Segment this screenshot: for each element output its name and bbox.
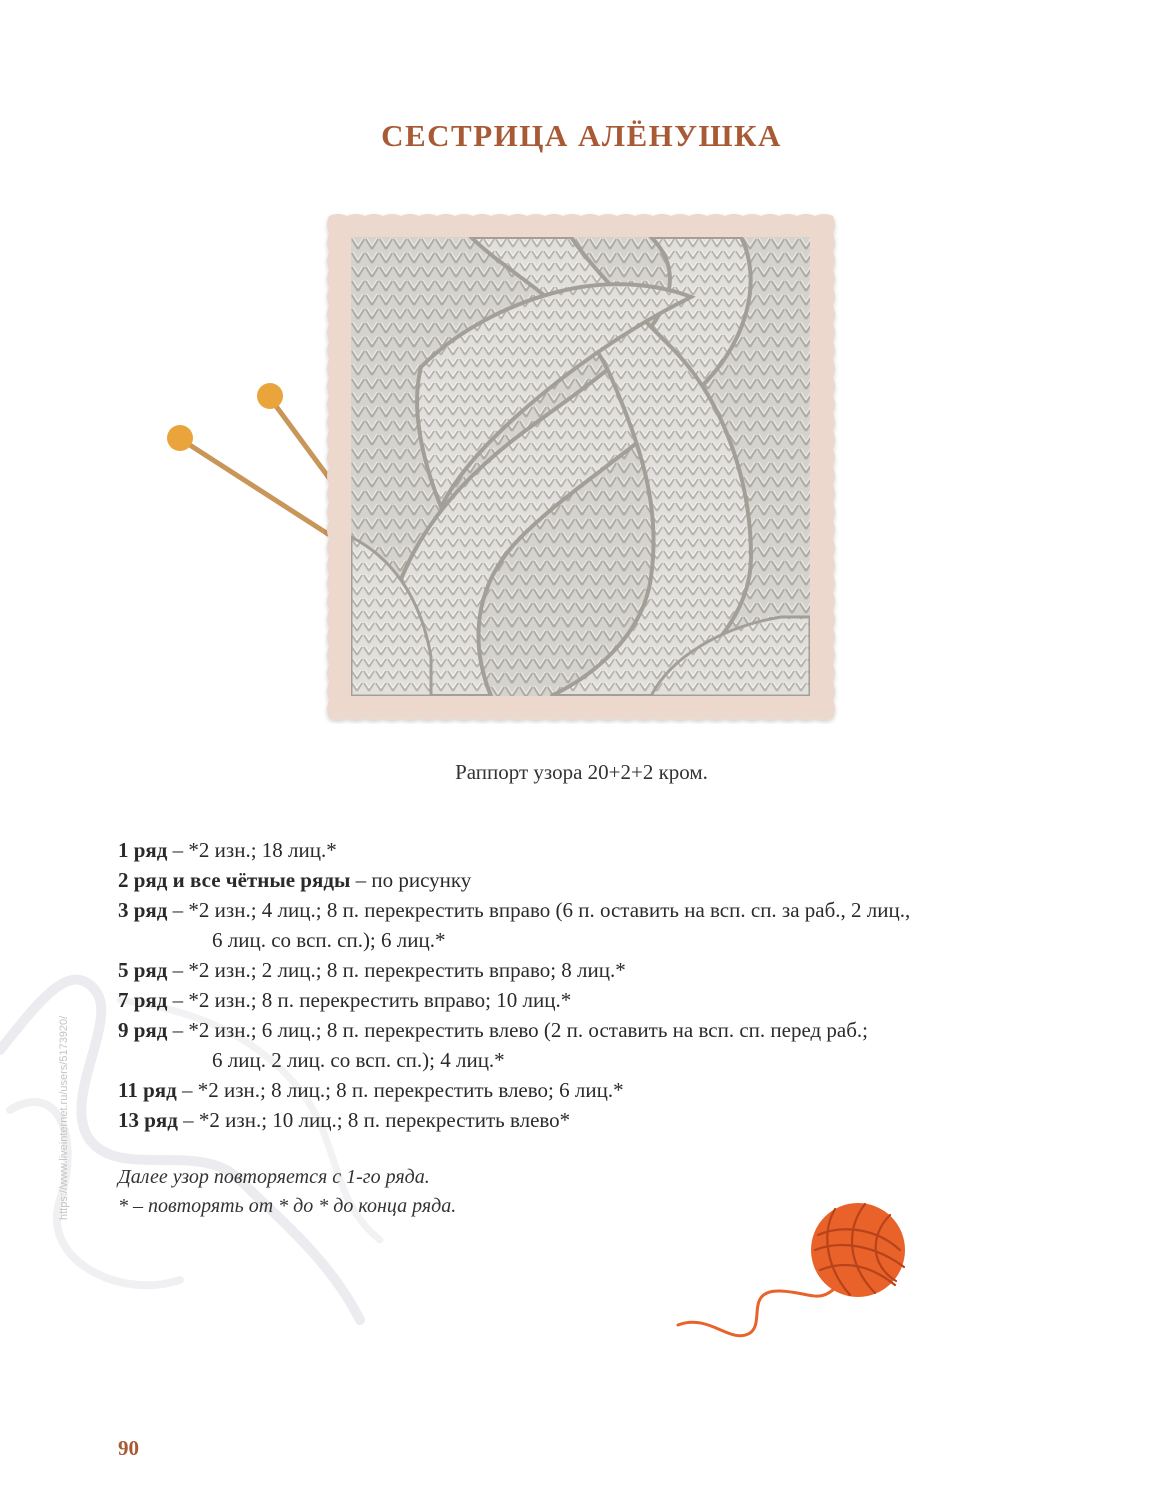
instruction-row bbox=[118, 1105, 1048, 1135]
instruction-row bbox=[118, 1075, 1048, 1105]
knitted-pattern-photo bbox=[351, 237, 810, 696]
row-label: 11 ряд bbox=[118, 1078, 177, 1102]
instruction-row bbox=[118, 985, 1048, 1015]
row-text: – *2 изн.; 6 лиц.; 8 п. перекрестить влево (2 п. оставить на всп. сп. перед раб.; bbox=[167, 1018, 869, 1042]
note-repeat-from-row-1: Далее узор повторяется с 1-го ряда. bbox=[118, 1166, 430, 1188]
rapport-text: Раппорт узора 20+2+2 кром. bbox=[455, 760, 708, 784]
row-label: 7 ряд bbox=[118, 988, 168, 1012]
knitting-needles-icon bbox=[150, 370, 350, 560]
row-label: 1 ряд bbox=[118, 838, 168, 862]
row-label: 2 ряд и все чётные ряды bbox=[118, 868, 351, 892]
note-asterisk-explanation: * – повторять от * до * до конца ряда. bbox=[118, 1195, 457, 1217]
row-text: – *2 изн.; 8 п. перекрестить вправо; 10 лиц.* bbox=[167, 988, 572, 1012]
instruction-row bbox=[118, 865, 1048, 895]
instruction-row bbox=[118, 955, 1048, 985]
row-label: 3 ряд bbox=[118, 898, 168, 922]
row-text: – *2 изн.; 18 лиц.* bbox=[167, 838, 337, 862]
page-title: СЕСТРИЦА АЛЁНУШКА bbox=[381, 118, 782, 153]
row-text: – *2 изн.; 8 лиц.; 8 п. перекрестить влево; 6 лиц.* bbox=[176, 1078, 624, 1102]
instruction-row bbox=[118, 1015, 1048, 1075]
pattern-instructions bbox=[118, 835, 1048, 1135]
row-label: 13 ряд bbox=[118, 1108, 178, 1132]
row-text-continuation: 6 лиц. 2 лиц. со всп. сп.); 4 лиц.* bbox=[212, 1048, 505, 1072]
row-text-continuation: 6 лиц. со всп. сп.); 6 лиц.* bbox=[212, 928, 446, 952]
instruction-row bbox=[118, 835, 1048, 865]
row-text: – по рисунку bbox=[350, 868, 472, 892]
instruction-row bbox=[118, 895, 1048, 955]
page-number: 90 bbox=[118, 1436, 139, 1460]
row-text: – *2 изн.; 4 лиц.; 8 п. перекрестить вправо (6 п. оставить на всп. сп. за раб., 2 лиц., bbox=[167, 898, 911, 922]
row-text: – *2 изн.; 2 лиц.; 8 п. перекрестить вправо; 8 лиц.* bbox=[167, 958, 626, 982]
yarn-ball-icon bbox=[670, 1195, 920, 1355]
row-text: – *2 изн.; 10 лиц.; 8 п. перекрестить влево* bbox=[177, 1108, 571, 1132]
row-label: 5 ряд bbox=[118, 958, 168, 982]
watermark-url: https://www.liveinternet.ru/users/5173920/ bbox=[58, 1015, 70, 1220]
row-label: 9 ряд bbox=[118, 1018, 168, 1042]
